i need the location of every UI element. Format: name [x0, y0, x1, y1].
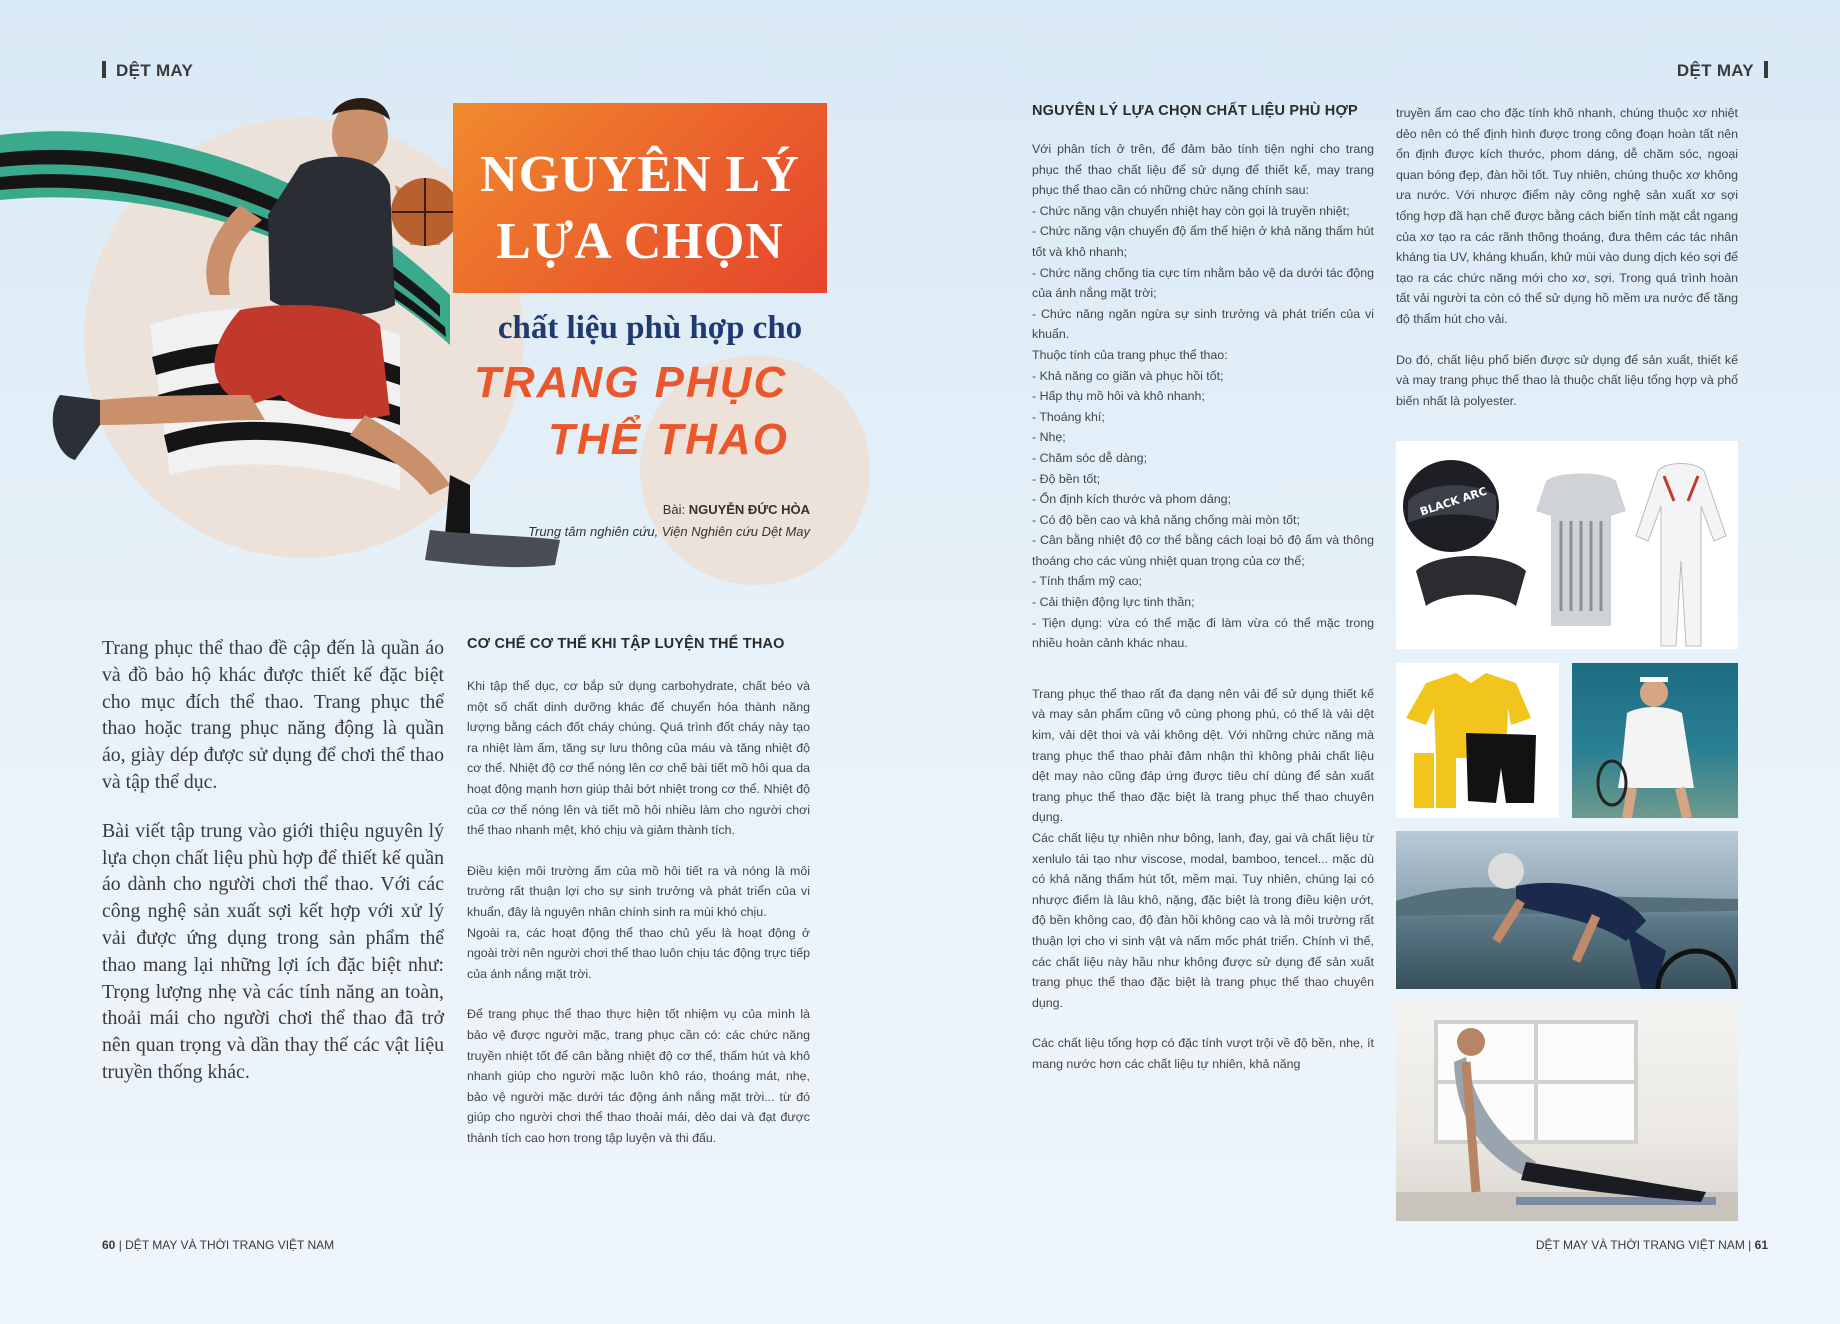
list-item: - Chức năng vận chuyển nhiệt hay còn gọi là truyền nhiệt;	[1032, 203, 1350, 218]
section-text: DỆT MAY	[1676, 61, 1754, 80]
section-text: DỆT MAY	[116, 61, 194, 80]
author-affiliation: Trung tâm nghiên cứu, Viện Nghiên cứu Dệt May	[528, 524, 810, 539]
section-bar	[1764, 61, 1768, 78]
sport-title-line-2: THỂ THAO	[548, 415, 789, 464]
right-page	[920, 0, 1840, 1324]
page-number: 61	[1754, 1238, 1768, 1252]
page-footer-right	[1536, 1238, 1768, 1252]
subtitle: chất liệu phù hợp cho	[497, 310, 803, 346]
list-item: - Ổn định kích thước và phom dáng;	[1032, 492, 1231, 507]
list-item: - Hấp thụ mồ hôi và khô nhanh;	[1032, 389, 1205, 404]
lead-paragraph: Bài viết tập trung vào giới thiệu nguyên lý lựa chọn chất liệu phù hợp để thiết kế quần áo dành cho người chơi thể thao. Với các công nghệ sản xuất sợi kết hợp với xử lý vải được ứng dụng trong sản phẩm thể thao mang lại những lợi ích đặc biệt như: Trọng lượng nhẹ và các tính năng an toàn, thoải mái cho người chơi thể thao đã trở nên quan trọng và dần thay thế các vật liệu truyền thống khác.	[102, 819, 444, 1083]
left-body-column	[467, 636, 810, 1148]
body-paragraph: Các chất liệu tự nhiên như bông, lanh, đay, gai và chất liệu từ xenlulo tái tạo như viscose, modal, bamboo, tencel... mặc dù có khả năng thấm hút tốt, mềm mại. Tuy nhiên, chúng lại có nhược điểm là lâu khô, nặng, đặc biệt là trong điều kiện ướt, độ bền không cao, độ đàn hồi không cao và là môi trường rất thuận lợi cho vi sinh vật và nấm mốc phát triển. Chính vì thế, các chất liệu này hầu như không được sử dụng để sản xuất trang phục thể thao đặc biệt là trang phục thể thao chuyên dụng.	[1032, 831, 1374, 1010]
body-paragraph: Ngoài ra, các hoạt động thể thao chủ yếu là hoạt động ở ngoài trời nên người chơi thể thao luôn chịu tác động trực tiếp của ánh nắng mặt trời.	[467, 925, 810, 981]
list-item: - Có độ bền cao và khả năng chống mài mòn tốt;	[1032, 512, 1300, 527]
section-heading: NGUYÊN LÝ LỰA CHỌN CHẤT LIỆU PHÙ HỢP	[1032, 103, 1358, 119]
publication-name: | DỆT MAY VÀ THỜI TRANG VIỆT NAM	[115, 1238, 335, 1252]
body-paragraph: Các chất liệu tổng hợp có đặc tính vượt trội về độ bền, nhẹ, ít mang nước hơn các chất liệu tự nhiên, khả năng	[1032, 1036, 1374, 1071]
section-bar	[102, 61, 106, 78]
body-paragraph: Do đó, chất liệu phổ biến được sử dụng để sản xuất, thiết kế và may trang phục thể thao là thuộc chất liệu tổng hợp và phổ biến nhất là polyester.	[1396, 352, 1738, 408]
body-paragraph: truyền ẩm cao cho đặc tính khô nhanh, chúng thuộc xơ nhiệt dẻo nên có thể định hình được trong công đoạn hoàn tất nên ổn định được kích thước, phom dáng, dễ chăm sóc, ngoại quan bóng đẹp, đàn hồi tốt. Tuy nhiên, chúng thuộc xơ không ưa nước. Với nhược điểm này công nghệ sản xuất xơ sợi tổng hợp đã hạn chế được bằng cách biến tính mặt cắt ngang của xơ tạo ra các rãnh thông thoáng, đưa thêm các tác nhân kháng tia UV, kháng khuẩn, khử mùi vào dung dịch kéo sợi để tạo ra các chức năng mới cho xơ, sợi. Trong quá trình hoàn tất vải người ta còn có thể sử dụng hồ mềm ưa nước để tăng độ thẩm hút cho vải.	[1396, 106, 1738, 326]
body-paragraph: Khi tập thể dục, cơ bắp sử dụng carbohydrate, chất béo và một số chất dinh dưỡng khác để chuyển hóa thành năng lượng bằng cách đốt cháy chúng. Quá trình đốt cháy này tạo ra nhiệt làm ấm, tăng sự lưu thông của máu và tăng nhiệt độ cơ thể. Nhiệt độ cơ thể nóng lên cơ chế bài tiết mồ hôi qua da hoạt động mạnh hơn giúp thải bớt nhiệt trong cơ thể. Nhiệt độ của cơ thể nóng lên và tiết mồ hôi nhiều làm cho người chơi thể thao nhanh mệt, khó chịu và giảm thành tích.	[467, 679, 810, 838]
list-item: - Nhẹ;	[1032, 430, 1066, 445]
list-item: - Cải thiện động lực tinh thần;	[1032, 595, 1195, 610]
right-body-column-1	[1032, 103, 1374, 1075]
tennis-player-photo	[1572, 663, 1738, 818]
list-item: - Thoáng khí;	[1032, 409, 1105, 424]
sport-title-line-1: TRANG PHỤC	[474, 358, 788, 407]
helmet-logo-text: BLACK ARC	[1418, 484, 1489, 519]
title-line-2: LỰA CHỌN	[496, 213, 784, 270]
title-box	[453, 103, 827, 293]
list-item: - Khả năng co giãn và phục hồi tốt;	[1032, 368, 1224, 383]
lead-paragraph: Trang phục thể thao đề cập đến là quần áo và đồ bảo hộ khác được thiết kế đặc biệt cho mục đích thể thao. Trang phục thể thao hoặc trang phục năng động là quần áo, giày dép được sử dụng để chơi thể thao và tập thể dục.	[102, 637, 444, 793]
cyclist-photo	[1396, 831, 1738, 989]
list-item: - Chức năng ngăn ngừa sự sinh trưởng và phát triển của vi khuẩn.	[1032, 306, 1374, 342]
body-paragraph: Thuộc tính của trang phục thể thao:	[1032, 347, 1228, 362]
player-jersey	[268, 157, 395, 316]
list-item: - Cân bằng nhiệt độ cơ thể bằng cách loại bỏ độ ẩm và thông thoáng cho các vùng nhiệt quan trọng của cơ thể;	[1032, 533, 1374, 568]
yoga-photo	[1396, 1002, 1738, 1221]
list-item: - Tiện dụng: vừa có thể mặc đi làm vừa có thể mặc trong nhiều hoàn cảnh khác nhau.	[1032, 615, 1374, 651]
author-name: NGUYỄN ĐỨC HÒA	[688, 502, 810, 517]
lead-text	[102, 635, 444, 1108]
body-paragraph: Điều kiện môi trường ấm của mồ hôi tiết ra và nóng là môi trường rất thuận lợi cho sự sinh trưởng và phát triển của vi khuẩn, đây là nguyên nhân chính sinh ra mùi khó chịu.	[467, 863, 810, 919]
list-item: - Chức năng vận chuyển độ ẩm thể hiện ở khả năng thấm hút tốt và khô nhanh;	[1032, 224, 1374, 259]
bike-wheel	[1658, 951, 1734, 989]
body-paragraph: Để trang phục thể thao thực hiện tốt nhiệm vụ của mình là bảo vệ được người mặc, trang phục cần có: các chức năng truyền nhiệt tốt để cân bằng nhiệt độ cơ thể, thấm hút và khô nhanh giúp cho người mặc luôn khô ráo, thoáng mát, nhẹ, bảo vệ người mặc dưới tác động ánh nắng mặt trời... từ đó giúp cho người chơi thể thao thoải mái, dẻo dai và đạt được thành tích cao hơn trong tập luyện và thi đấu.	[467, 1007, 810, 1145]
list-item: - Độ bền tốt;	[1032, 471, 1101, 486]
section-label-right	[1677, 61, 1768, 81]
cycling-helmet	[1488, 853, 1524, 889]
left-sneaker	[53, 395, 100, 460]
byline-prefix: Bài:	[662, 502, 689, 517]
soccer-kit-photo	[1396, 663, 1559, 818]
racing-gear-photo	[1396, 441, 1738, 649]
tennis-shirt	[1622, 707, 1690, 763]
neck-brace	[1416, 556, 1526, 606]
properties-list	[1032, 366, 1374, 654]
section-heading: CƠ CHẾ CƠ THỂ KHI TẬP LUYỆN THỂ THAO	[467, 636, 785, 652]
race-suit	[1636, 464, 1726, 647]
list-item: - Chức năng chống tia cực tím nhằm bảo vệ da dưới tác động của ánh nắng mặt trời;	[1032, 265, 1374, 301]
title-line-1: NGUYÊN LÝ	[480, 146, 800, 203]
section-label-left	[102, 61, 193, 81]
body-paragraph: Trang phục thể thao rất đa dạng nên vải để sử dụng thiết kế và may sản phẩm cũng vô cùng phong phú, có thể là vải dệt kim, vải dệt thoi và vải không dệt. Với những chức năng mà trang phục thể thao phải đảm nhận thì không phải chất liệu dệt may nào cũng đáp ứng được tiêu chí dùng để sản xuất trang phục thể thao đặc biệt là trang phục thể thao chuyên dụng.	[1032, 686, 1374, 825]
list-item: - Chăm sóc dễ dàng;	[1032, 450, 1148, 465]
page-number: 60	[102, 1238, 116, 1252]
list-item: - Tính thẩm mỹ cao;	[1032, 574, 1142, 589]
publication-name: DỆT MAY VÀ THỜI TRANG VIỆT NAM |	[1535, 1238, 1755, 1252]
right-body-column-2	[1396, 103, 1738, 411]
page-footer-left	[102, 1238, 334, 1252]
functions-list	[1032, 201, 1374, 345]
black-shorts	[1466, 733, 1536, 803]
byline	[528, 499, 810, 543]
body-paragraph: Với phân tích ở trên, để đảm bảo tính tiện nghi cho trang phục thể thao chất liệu để sử dụng để thiết kế, may trang phục thể thao cần có những chức năng chính sau:	[1032, 142, 1374, 198]
